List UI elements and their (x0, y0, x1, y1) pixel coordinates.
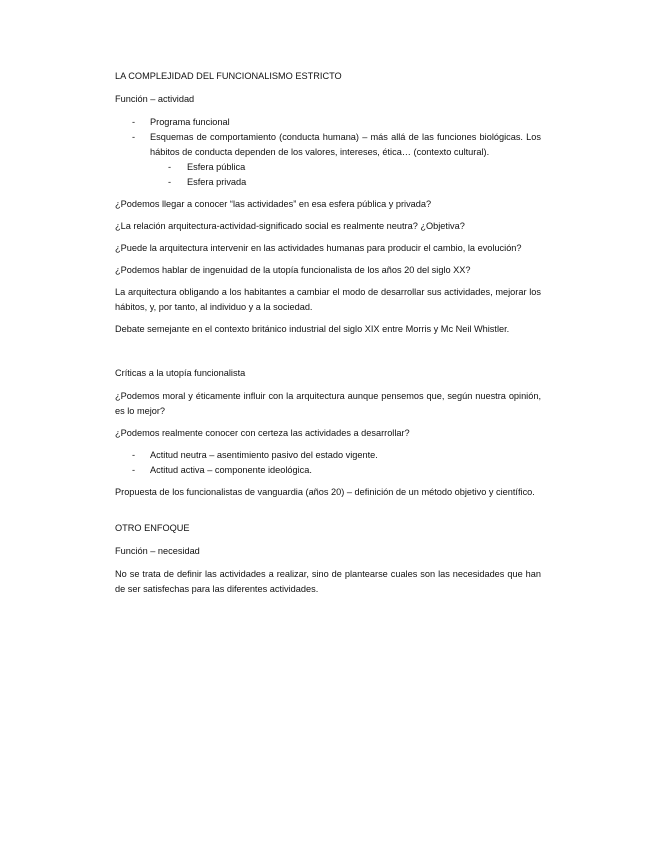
paragraph: La arquitectura obligando a los habitantes a cambiar el modo de desarrollar sus actividades, mejorar los hábitos, y, por tanto, al individuo y a la sociedad. (115, 287, 541, 312)
list-item-text: Actitud neutra – asentimiento pasivo del estado vigente. (150, 450, 378, 460)
list-item (115, 448, 541, 463)
bullet-dash: - (132, 117, 136, 127)
sub-bullet-list (150, 160, 541, 190)
sub-list-item (150, 175, 541, 190)
section-subtitle: Críticas a la utopía funcionalista (115, 368, 246, 378)
paragraph: ¿Podemos hablar de ingenuidad de la utopía funcionalista de los años 20 del siglo XX? (115, 265, 471, 275)
paragraph: ¿Podemos realmente conocer con certeza las actividades a desarrollar? (115, 428, 410, 438)
bullet-list (115, 448, 541, 478)
section-subtitle: Función – necesidad (115, 546, 200, 556)
paragraph: ¿La relación arquitectura-actividad-significado social es realmente neutra? ¿Objetiva? (115, 221, 465, 231)
bullet-dash: - (132, 132, 136, 142)
sub-list-item-text: Esfera privada (187, 177, 247, 187)
list-item-text: Programa funcional (150, 117, 230, 127)
paragraph: ¿Podemos moral y éticamente influir con la arquitectura aunque pensemos que, según nuestra opinión, es lo mejor? (115, 391, 541, 416)
document-body (115, 69, 541, 604)
list-item-text: Esquemas de comportamiento (conducta humana) – más allá de las funciones biológicas. Los hábitos de conducta dependen de los valores, intereses, ética… (contexto cultural). (150, 132, 541, 157)
section-title: LA COMPLEJIDAD DEL FUNCIONALISMO ESTRICTO (115, 71, 342, 81)
bullet-dash: - (132, 450, 136, 460)
spacer (115, 344, 541, 366)
paragraph: Debate semejante en el contexto británico industrial del siglo XIX entre Morris y Mc Neil Whistler. (115, 324, 510, 334)
section-title: OTRO ENFOQUE (115, 523, 190, 533)
list-item-text: Actitud activa – componente ideológica. (150, 465, 312, 475)
sub-list-item (150, 160, 541, 175)
list-item (115, 463, 541, 478)
sub-list-item-text: Esfera pública (187, 162, 246, 172)
bullet-dash: - (168, 162, 172, 172)
paragraph: No se trata de definir las actividades a realizar, sino de plantearse cuales son las necesidades que han de ser satisfechas para las diferentes actividades. (115, 569, 541, 594)
spacer (115, 507, 541, 521)
bullet-dash: - (132, 465, 136, 475)
list-item (115, 130, 541, 190)
paragraph: Propuesta de los funcionalistas de vanguardia (años 20) – definición de un método objetivo y científico. (115, 487, 535, 497)
bullet-list (115, 115, 541, 190)
section-subtitle: Función – actividad (115, 94, 195, 104)
paragraph: ¿Podemos llegar a conocer “las actividades” en esa esfera pública y privada? (115, 199, 432, 209)
paragraph: ¿Puede la arquitectura intervenir en las actividades humanas para producir el cambio, la evolución? (115, 243, 522, 253)
bullet-dash: - (168, 177, 172, 187)
list-item (115, 115, 541, 130)
